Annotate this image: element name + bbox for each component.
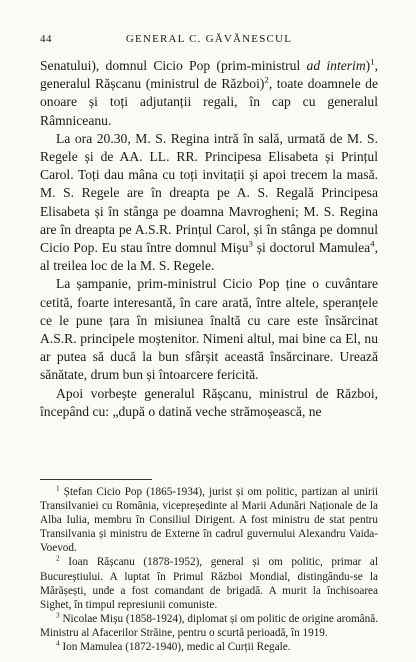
paragraph-2: [40, 130, 378, 276]
text-run: , toate doamnele de onoare și toți adjutanții regali, în cap cu generalul Râmniceanu.: [40, 76, 379, 128]
text-run: La ora 20.30, M. S. Regina intră în sală, urmată de M. S. Regele și de AA. LL. RR. Principesa Elisabeta și Prințul Carol. Toți dau mâna cu toți invitații și apoi trecem la masă. M. S. Regele are în dreapta pe A. S. Regală Principesa Elisabeta și în stânga pe doamna Mavrogheni; M. S. Regina are în dreapta pe A.S.R. Prințul Carol, și în stânga pe domnul Cicio Pop. Eu stau între domnul Mișu: [40, 130, 378, 256]
paragraph-1: [40, 57, 378, 130]
footnote-text: Nicolae Mișu (1858-1924), diplomat și om politic de origine aromână. Ministru al Afacerilor Străine, pentru o scurtă perioadă, în 1919.: [40, 612, 378, 639]
text-run: Senatului), domnul Cicio Pop (prim-ministrul: [40, 58, 307, 73]
main-text: [40, 57, 378, 421]
text-run: , generalul Rășcanu (ministrul de Război): [40, 58, 378, 92]
footnotes: [40, 485, 378, 654]
footnote-ref-3: 3: [248, 238, 253, 249]
footnote-3: [40, 612, 378, 640]
text-run: ): [365, 58, 371, 73]
italic-text: ad interim: [306, 58, 366, 73]
paragraph-4: Apoi vorbește generalul Rășcanu, ministrul de Război, începând cu: „după o datină veche strămoșească, ne: [40, 385, 378, 419]
footnote-text: Ion Mamulea (1872-1940), medic al Curții Regale.: [59, 641, 291, 654]
running-title: GENERAL C. GĂVĂNESCUL: [125, 33, 293, 45]
footnote-1: [40, 485, 378, 555]
footnote-ref-2: 2: [264, 74, 269, 85]
text-run: , al treilea loc de la M. S. Regele.: [40, 240, 378, 274]
footnote-ref-1: 1: [370, 56, 375, 67]
footnote-2: [40, 555, 378, 611]
footnote-text: Ștefan Cicio Pop (1865-1934), jurist și om politic, partizan al unirii Transilvaniei cu România, vicepreședinte al Marii Adunări Naționale de la Alba Iulia, membru în Consiliul Dirigent. A fost ministru de stat pentru Transilvania și ministru de Externe în cadrul guvernului Alexandru Vaida-Voevod.: [40, 486, 378, 555]
footnote-text: Ioan Rășcanu (1878-1952), general și om politic, primar al Bucureștiului. A luptat în Primul Război Mondial, distingându-se la Mărășești, unde a fost comandant de brigadă. A murit la închisoarea Sighet, în timpul represiunii comuniste.: [40, 556, 378, 611]
footnote-mark: 4: [56, 639, 60, 648]
footnote-divider: [40, 479, 152, 480]
footnote-mark: 2: [56, 554, 60, 563]
text-run: și doctorul Mamulea: [252, 240, 371, 256]
footnote-ref-4: 4: [370, 238, 375, 249]
page-number: 44: [40, 33, 52, 45]
running-header: [40, 33, 378, 47]
footnote-mark: 3: [56, 611, 60, 620]
footnote-mark: 1: [56, 484, 60, 493]
footnote-4: [40, 640, 378, 654]
paragraph-3: La șampanie, prim-ministrul Cicio Pop ține o cuvântare cetită, foarte interesantă, în care arată, între altele, speranțele ce le pune țara în misiunea înaltă cu care este însărcinat A.S.R. principele moștenitor. Nimeni altul, mai bine ca El, nu ar putea să ducă la bun sfârșit această însărcinare. Urează sănătate, drum bun și întoarcere fericită.: [40, 276, 378, 383]
